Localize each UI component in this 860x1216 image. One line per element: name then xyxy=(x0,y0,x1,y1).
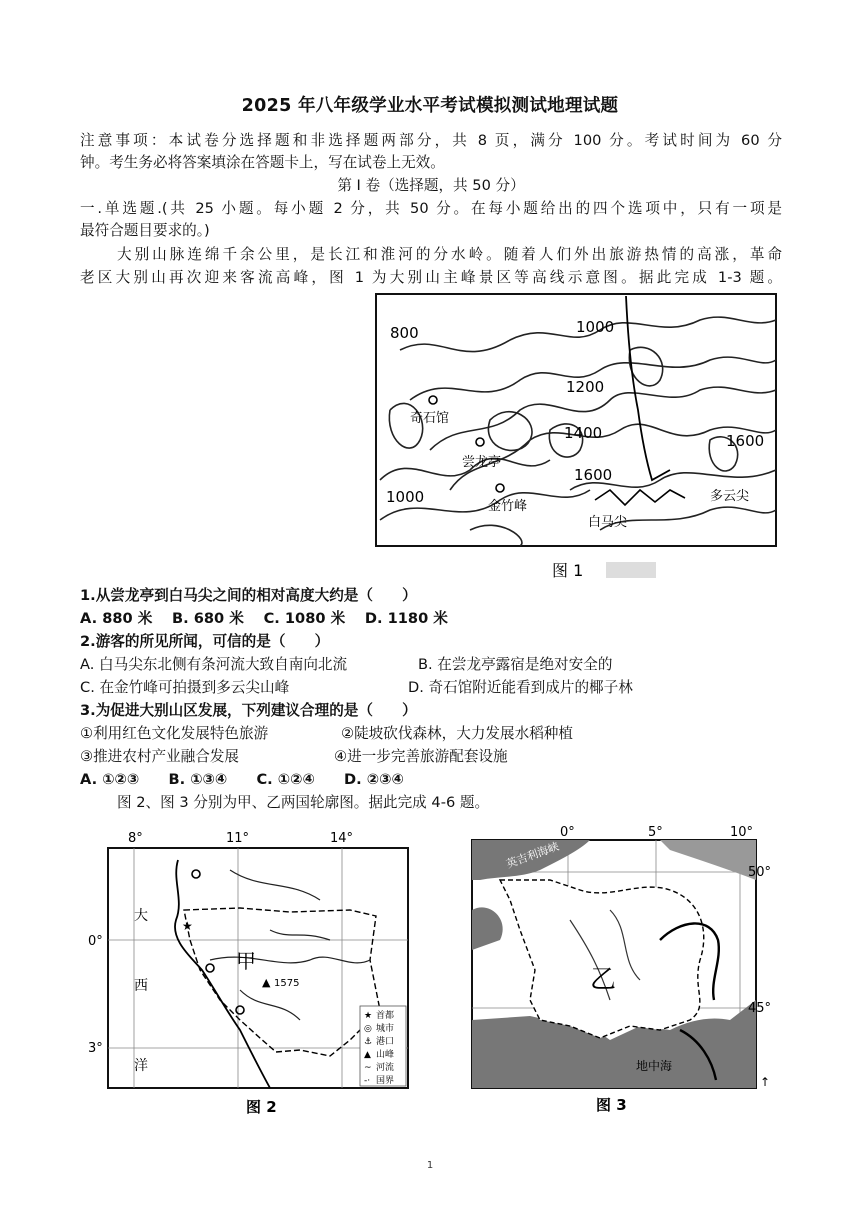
sea-label: 地中海 xyxy=(636,1059,673,1073)
fig2-lon-label: 11° xyxy=(226,831,250,846)
fig2-lon-label: 14° xyxy=(330,831,354,846)
section-heading: 第 Ⅰ 卷（选择题，共 50 分） xyxy=(337,177,525,194)
notice-line-1: 注意事项：本试卷分选择题和非选择题两部分，共 8 页，满分 100 分。考试时间为 60 分 xyxy=(80,132,782,149)
question-3-item-2: ②陡坡砍伐森林，大力发展水稻种植 xyxy=(341,725,573,742)
svg-text:▲: ▲ xyxy=(262,976,271,989)
figure1-contour-map xyxy=(370,290,782,586)
svg-text:↑: ↑ xyxy=(760,1075,771,1089)
legend-river: 河流 xyxy=(376,1063,395,1073)
question-2-stem: 2.游客的所见所闻，可信的是（ ） xyxy=(80,633,330,650)
fig2-lat-label: 3° xyxy=(88,1041,103,1056)
legend-border: 国界 xyxy=(376,1076,395,1086)
svg-text:⚓: ⚓ xyxy=(364,1037,373,1047)
fig2-lat-label: 0° xyxy=(88,934,103,949)
contour-label: 1600 xyxy=(726,432,765,450)
place-changlongting: 尝龙亭 xyxy=(462,455,502,470)
passage2: 图 2、图 3 分别为甲、乙两国轮廓图。据此完成 4-6 题。 xyxy=(117,794,490,811)
legend-port: 港口 xyxy=(376,1037,395,1047)
notice-line-2: 钟。考生务必将答案填涂在答题卡上，写在试卷上无效。 xyxy=(80,154,445,171)
place-jinzhufeng: 金竹峰 xyxy=(488,499,528,514)
svg-text:-·: -· xyxy=(364,1076,371,1086)
country-yi: 乙 xyxy=(590,965,617,995)
svg-text:~: ~ xyxy=(364,1063,372,1073)
legend-capital: 首都 xyxy=(376,1011,395,1021)
question-2-option-a: A. 白马尖东北侧有条河流大致自南向北流 xyxy=(80,656,348,673)
figure3-caption: 图 3 xyxy=(596,1096,627,1114)
peak-elevation: 1575 xyxy=(274,978,300,989)
contour-label: 1600 xyxy=(574,466,613,484)
question-3-stem: 3.为促进大别山区发展，下列建议合理的是（ ） xyxy=(80,702,417,719)
strait-label: 英吉利海峡 xyxy=(504,839,561,871)
question-3-item-1: ①利用红色文化发展特色旅游 xyxy=(80,725,269,742)
svg-text:▲: ▲ xyxy=(364,1050,371,1060)
place-baimajian: 白马尖 xyxy=(588,515,628,530)
question-1-stem: 1.从尝龙亭到白马尖之间的相对高度大约是（ ） xyxy=(80,587,417,604)
figure1-caption: 图 1 xyxy=(552,561,584,580)
place-qishiguan: 奇石馆 xyxy=(410,411,450,426)
ocean-char: 西 xyxy=(134,978,148,994)
svg-text:◎: ◎ xyxy=(364,1024,372,1034)
fig3-lon-label: 0° xyxy=(560,825,575,840)
fig3-lat-label: 50° xyxy=(748,865,772,880)
question-2-option-b: B. 在尝龙亭露宿是绝对安全的 xyxy=(418,656,613,673)
passage1-line-2: 老区大别山再次迎来客流高峰，图 1 为大别山主峰景区等高线示意图。据此完成 1-3 题。 xyxy=(80,269,782,286)
contour-label: 1000 xyxy=(576,318,615,336)
instructions-line-1: 一.单选题.(共 25 小题。每小题 2 分，共 50 分。在每小题给出的四个选项中，只有一项是 xyxy=(80,200,782,217)
figure3-country-map xyxy=(460,820,780,1120)
fig3-lon-label: 10° xyxy=(730,825,754,840)
fig3-lon-label: 5° xyxy=(648,825,663,840)
question-2-option-d: D. 奇石馆附近能看到成片的椰子林 xyxy=(408,679,633,696)
fig3-lat-label: 45° xyxy=(748,1001,772,1016)
figure2-caption: 图 2 xyxy=(246,1098,277,1116)
place-duoyunjian: 多云尖 xyxy=(710,489,750,504)
svg-text:★: ★ xyxy=(364,1011,373,1021)
contour-label: 1200 xyxy=(566,378,605,396)
question-1-options: A. 880 米 B. 680 米 C. 1080 米 D. 1180 米 xyxy=(80,610,448,627)
contour-label: 800 xyxy=(390,324,419,342)
figure2-country-map xyxy=(80,820,420,1120)
ocean-char: 大 xyxy=(134,908,148,924)
instructions-line-2: 最符合题目要求的。) xyxy=(80,222,210,239)
contour-label: 1400 xyxy=(564,424,603,442)
question-2-option-c: C. 在金竹峰可拍摄到多云尖山峰 xyxy=(80,679,290,696)
passage1-line-1: 大别山脉连绵千余公里，是长江和淮河的分水岭。随着人们外出旅游热情的高涨，革命 xyxy=(117,246,782,263)
svg-text:★: ★ xyxy=(182,919,193,933)
legend-peak: 山峰 xyxy=(376,1050,395,1060)
question-3-item-3: ③推进农村产业融合发展 xyxy=(80,748,240,765)
page-title: 2025 年八年级学业水平考试模拟测试地理试题 xyxy=(241,96,619,116)
question-3-options: A. ①②③ B. ①③④ C. ①②④ D. ②③④ xyxy=(80,771,404,788)
question-3-item-4: ④进一步完善旅游配套设施 xyxy=(334,748,508,765)
ocean-char: 洋 xyxy=(134,1058,148,1074)
country-jia: 甲 xyxy=(236,949,256,973)
contour-label: 1000 xyxy=(386,488,425,506)
page-number: 1 xyxy=(426,1160,434,1171)
legend-city: 城市 xyxy=(376,1024,395,1034)
fig2-lon-label: 8° xyxy=(128,831,143,846)
